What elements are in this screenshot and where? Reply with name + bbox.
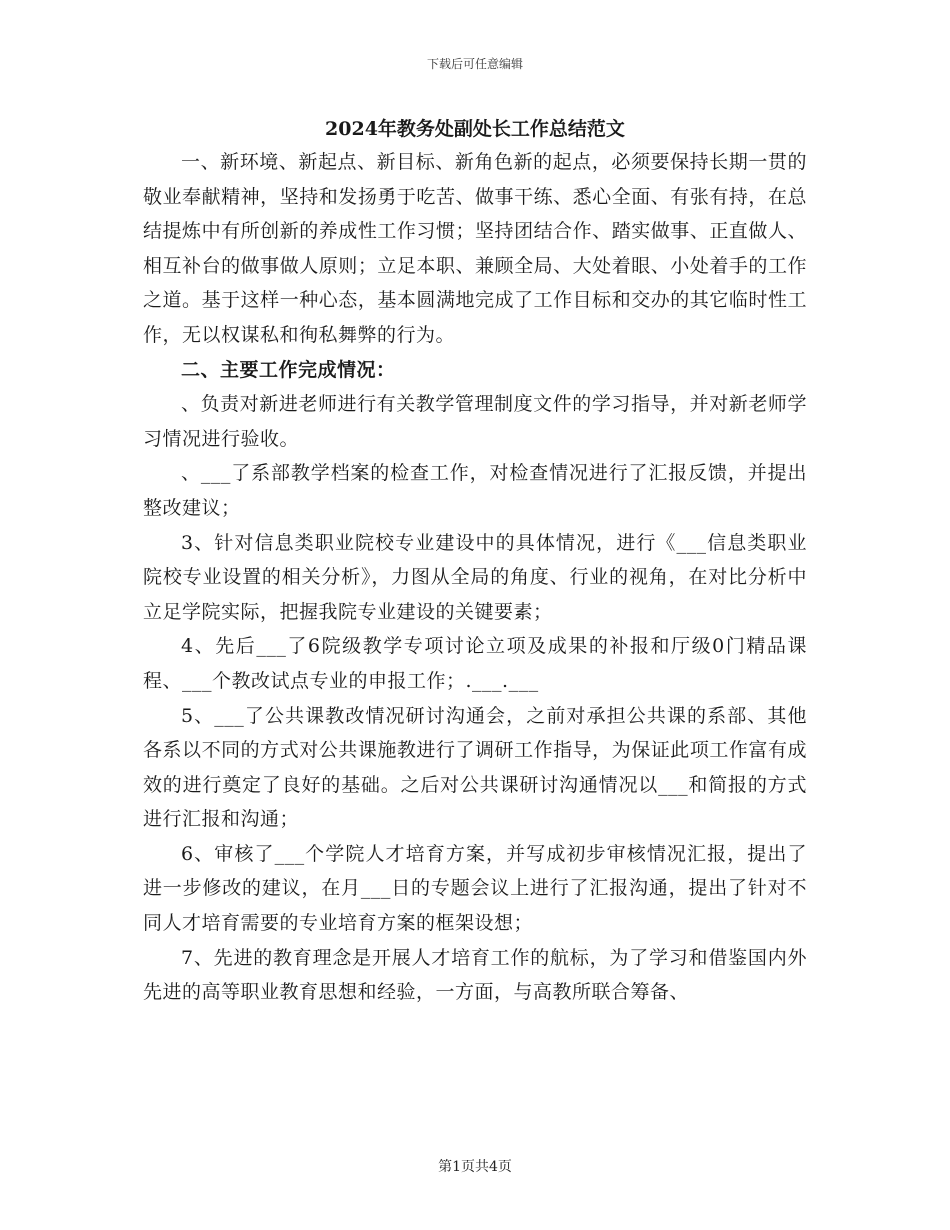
paragraph: 一、新环境、新起点、新目标、新角色新的起点，必须要保持长期一贯的敬业奉献精神，坚持和发扬勇于吃苦、做事干练、悉心全面、有张有持，在总结提炼中有所创新的养成性工作习惯；坚持团结合作、踏实做事、正直做人、相互补台的做事做人原则；立足本职、兼顾全局、大处着眼、小处着手的工作之道。基于这样一种心态，基本圆满地完成了工作目标和交办的其它临时性工作，无以权谋私和徇私舞弊的行为。 <box>143 151 807 346</box>
paragraph: 3、针对信息类职业院校专业建设中的具体情况，进行《___信息类职业院校专业设置的相关分析》，力图从全局的角度、行业的视角，在对比分析中立足学院实际，把握我院专业建设的关键要素； <box>143 531 807 623</box>
paragraph: 5、___了公共课教改情况研讨沟通会，之前对承担公共课的系部、其他各系以不同的方式对公共课施教进行了调研工作指导，为保证此项工作富有成效的进行奠定了良好的基础。之后对公共课研讨沟通情况以___和简报的方式进行汇报和沟通； <box>143 704 807 831</box>
paragraph: 、___了系部教学档案的检查工作，对检查情况进行了汇报反馈，并提出整改建议； <box>143 462 807 519</box>
paragraph: 7、先进的教育理念是开展人才培育工作的航标，为了学习和借鉴国内外先进的高等职业教育思想和经验，一方面，与高教所联合筹备、 <box>143 946 807 1004</box>
section-heading: 二、主要工作完成情况： <box>181 358 396 381</box>
document-body <box>143 145 807 1010</box>
paragraph: 4、先后___了6院级教学专项讨论立项及成果的补报和厅级0门精品课程、___个教改试点专业的申报工作；.___.___ <box>143 635 807 692</box>
header-note: 下载后可任意编辑 <box>426 57 523 71</box>
paragraph: 、负责对新进老师进行有关教学管理制度文件的学习指导，并对新老师学习情况进行验收。 <box>143 393 807 450</box>
paragraph: 6、审核了___个学院人才培育方案，并写成初步审核情况汇报，提出了进一步修改的建议，在月___日的专题会议上进行了汇报沟通，提出了针对不同人才培育需要的专业培育方案的框架设想； <box>143 842 807 935</box>
document-title: 2024年教务处副处长工作总结范文 <box>325 118 625 140</box>
page-number: 第1页共4页 <box>438 1159 512 1175</box>
